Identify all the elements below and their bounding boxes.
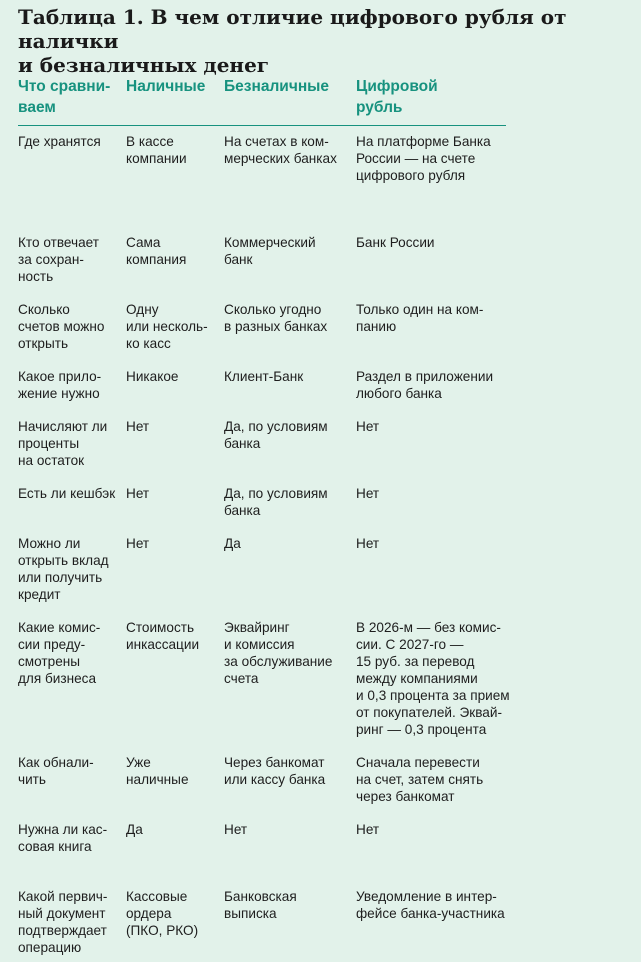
table-cell-cash: Нет: [126, 486, 150, 501]
table-cell-noncash: Сколько угодно в разных банках: [224, 302, 328, 334]
table-cell-criterion: Сколько счетов можно открыть: [18, 302, 105, 351]
table-cell-noncash: Банковская выписка: [224, 889, 297, 921]
table-cell-noncash: Нет: [224, 822, 248, 837]
table-cell-cash: Нет: [126, 419, 150, 434]
header-cash: Наличные: [126, 78, 206, 95]
table-cell-noncash: Через банкомат или кассу банка: [224, 755, 326, 787]
table-cell-digital: Уведомление в интер- фейсе банка-участника: [356, 889, 505, 921]
table-cell-digital: Нет: [356, 419, 380, 434]
table-cell-noncash: Клиент-Банк: [224, 369, 304, 384]
table-cell-digital: Нет: [356, 536, 380, 551]
table-cell-criterion: Начисляют ли проценты на остаток: [18, 419, 108, 468]
table-cell-criterion: Кто отвечает за сохран- ность: [18, 235, 99, 284]
table-cell-cash: Кассовые ордера (ПКО, РКО): [126, 889, 199, 938]
table-cell-digital: Раздел в приложении любого банка: [356, 369, 494, 401]
table-cell-criterion: Какие комис- сии преду- смотрены для бизнеса: [18, 620, 101, 686]
table-cell-cash: Нет: [126, 536, 150, 551]
table-cell-digital: Только один на ком- панию: [356, 302, 484, 334]
header-compared: Что сравни- ваем: [18, 78, 111, 116]
table-cell-noncash: На счетах в ком- мерческих банках: [224, 134, 337, 166]
table-cell-cash: Сама компания: [126, 235, 187, 267]
header-divider: [18, 125, 506, 126]
header-digital-ruble: Цифровой рубль: [356, 78, 438, 116]
table-cell-noncash: Да, по условиям банка: [224, 486, 328, 518]
table-cell-cash: Стоимость инкассации: [126, 620, 200, 652]
table-cell-criterion: Где хранятся: [18, 134, 101, 149]
table-cell-criterion: Есть ли кешбэк: [18, 486, 116, 501]
table-cell-criterion: Нужна ли кас- совая книга: [18, 822, 108, 854]
table-cell-digital: Нет: [356, 822, 380, 837]
table-cell-cash: Никакое: [126, 369, 179, 384]
table-cell-noncash: Да: [224, 536, 241, 551]
table-cell-criterion: Какое прило- жение нужно: [18, 369, 102, 401]
table-cell-noncash: Эквайринг и комиссия за обслуживание счета: [224, 620, 333, 686]
table-cell-cash: Да: [126, 822, 143, 837]
table-cell-digital: В 2026-м — без комис- сии. С 2027-го — 15 руб. за перевод между компаниями и 0,3 процента за прием от покупателей. Эквай- ринг — 0,3 процента: [356, 620, 510, 737]
header-noncash: Безналичные: [224, 78, 330, 95]
table-cell-cash: В кассе компании: [126, 134, 187, 166]
table-cell-digital: Банк России: [356, 235, 435, 250]
table-cell-noncash: Да, по условиям банка: [224, 419, 328, 451]
table-cell-criterion: Какой первич- ный документ подтверждает операцию: [18, 889, 108, 955]
table-cell-digital: Нет: [356, 486, 380, 501]
table-cell-noncash: Коммерческий банк: [224, 235, 316, 267]
table-title: Таблица 1. В чем отличие цифрового рубля от налички и безналичных денег: [18, 5, 567, 77]
table-cell-cash: Одну или несколь- ко касс: [126, 302, 208, 351]
table-cell-digital: Сначала перевести на счет, затем снять через банкомат: [356, 755, 484, 804]
table-cell-criterion: Можно ли открыть вклад или получить кредит: [18, 536, 109, 602]
table-cell-digital: На платформе Банка России — на счете цифрового рубля: [356, 134, 491, 183]
table-cell-cash: Уже наличные: [126, 755, 189, 787]
table-cell-criterion: Как обнали- чить: [18, 755, 94, 787]
